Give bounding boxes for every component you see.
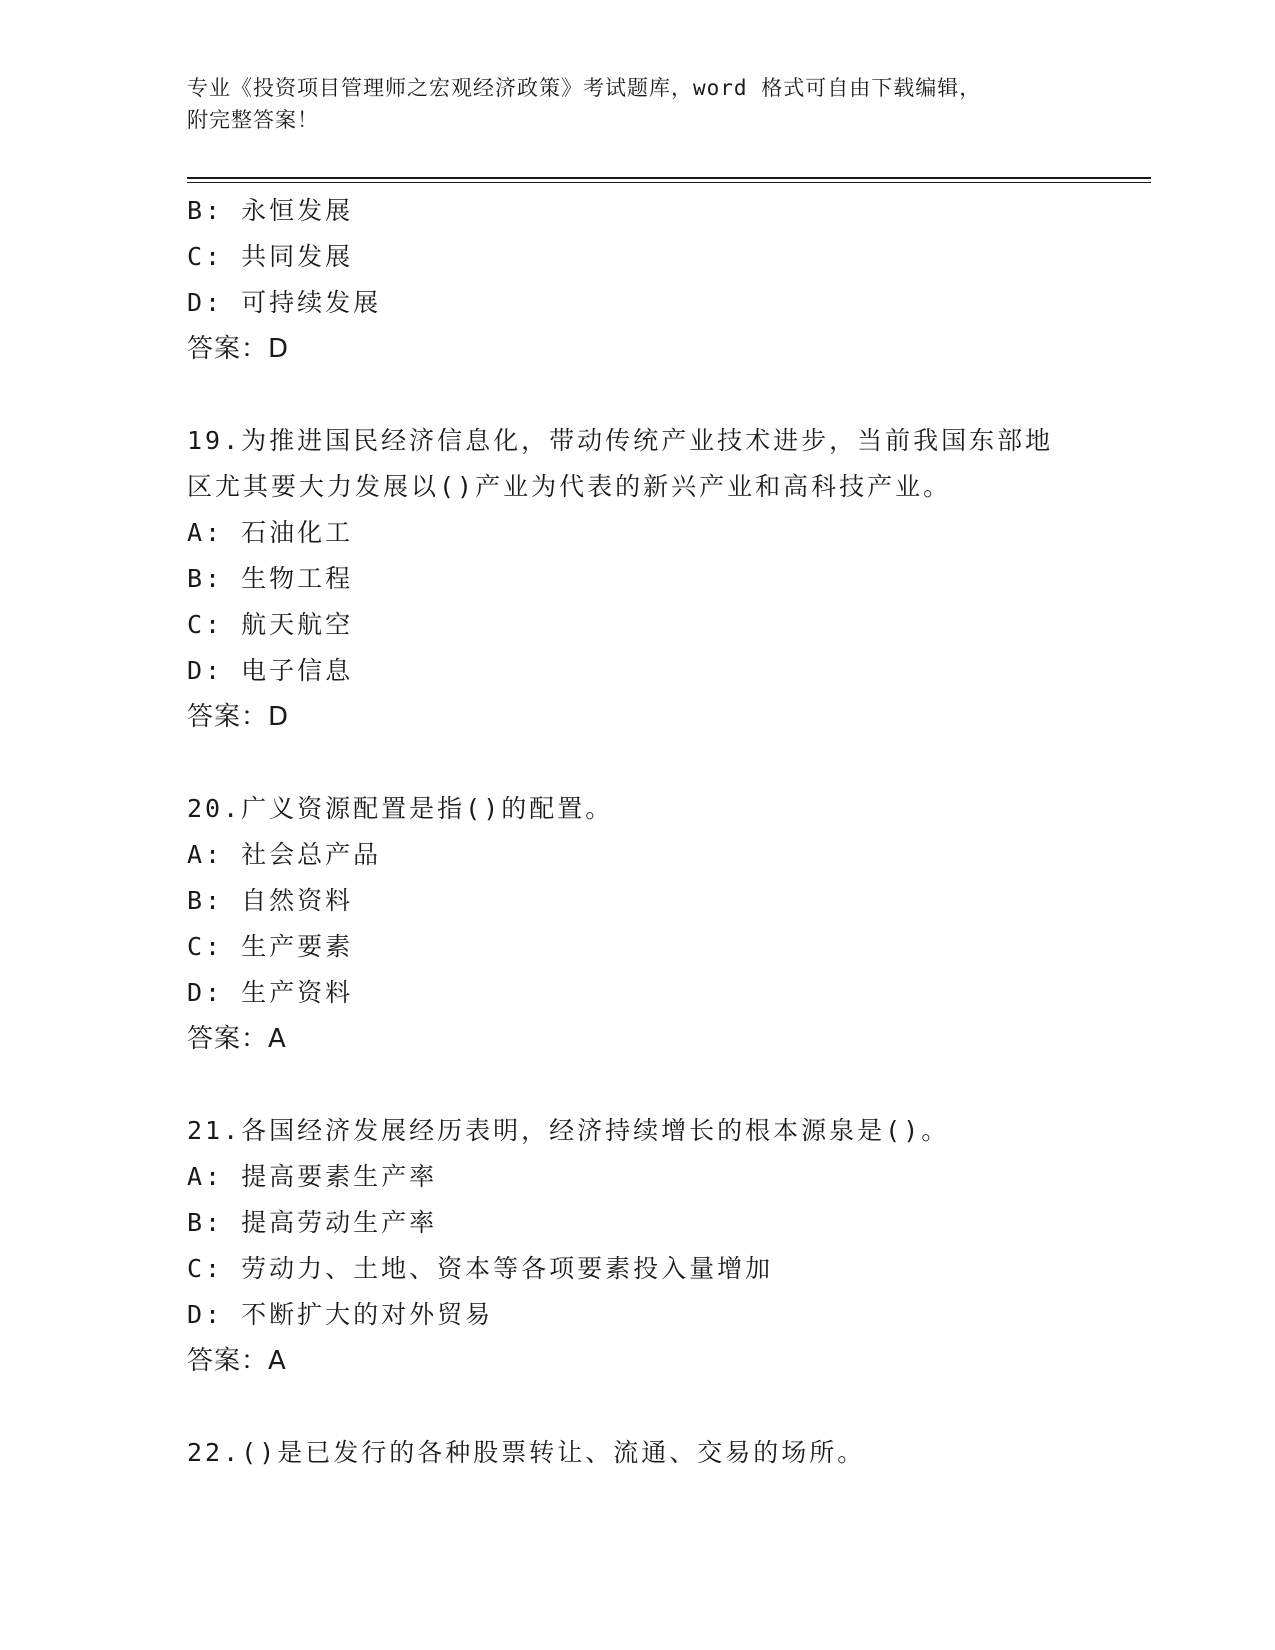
option-d: D: 生产资料 bbox=[187, 978, 354, 1007]
option-b: B: 自然资料 bbox=[187, 886, 354, 915]
header-divider-thick bbox=[187, 177, 1151, 179]
option-d: D: 可持续发展 bbox=[187, 288, 382, 317]
option-c: C: 航天航空 bbox=[187, 610, 354, 639]
option-c: C: 劳动力、土地、资本等各项要素投入量增加 bbox=[187, 1254, 774, 1283]
question-22 bbox=[187, 1430, 1087, 1476]
option-c: C: 共同发展 bbox=[187, 242, 354, 271]
spacer bbox=[187, 372, 1087, 418]
header-divider-thin bbox=[187, 182, 1151, 183]
question-list bbox=[187, 188, 1087, 1476]
question-21 bbox=[187, 1108, 1087, 1384]
question-19 bbox=[187, 418, 1087, 740]
header-line-2: 附完整答案！ bbox=[187, 108, 319, 132]
answer: 答案：A bbox=[187, 1024, 287, 1054]
question-stem-line-1: 19.为推进国民经济信息化，带动传统产业技术进步，当前我国东部地 bbox=[187, 426, 1054, 455]
question-stem-line-2: 区尤其要大力发展以()产业为代表的新兴产业和高科技产业。 bbox=[187, 472, 952, 501]
spacer bbox=[187, 1384, 1087, 1430]
question-stem: 21.各国经济发展经历表明，经济持续增长的根本源泉是()。 bbox=[187, 1116, 950, 1145]
option-b: B: 提高劳动生产率 bbox=[187, 1208, 438, 1237]
question-20 bbox=[187, 786, 1087, 1062]
option-a: A: 提高要素生产率 bbox=[187, 1162, 438, 1191]
document-header bbox=[187, 72, 1087, 136]
option-b: B: 永恒发展 bbox=[187, 196, 354, 225]
spacer bbox=[187, 740, 1087, 786]
option-c: C: 生产要素 bbox=[187, 932, 354, 961]
answer: 答案：D bbox=[187, 334, 290, 364]
option-d: D: 电子信息 bbox=[187, 656, 354, 685]
answer: 答案：A bbox=[187, 1346, 287, 1376]
question-stem: 22.()是已发行的各种股票转让、流通、交易的场所。 bbox=[187, 1438, 866, 1467]
option-d: D: 不断扩大的对外贸易 bbox=[187, 1300, 494, 1329]
question-18 bbox=[187, 188, 1087, 372]
header-line-1: 专业《投资项目管理师之宏观经济政策》考试题库，word 格式可自由下载编辑， bbox=[187, 76, 982, 100]
answer: 答案：D bbox=[187, 702, 290, 732]
option-b: B: 生物工程 bbox=[187, 564, 354, 593]
option-a: A: 社会总产品 bbox=[187, 840, 382, 869]
spacer bbox=[187, 1062, 1087, 1108]
option-a: A: 石油化工 bbox=[187, 518, 354, 547]
question-stem: 20.广义资源配置是指()的配置。 bbox=[187, 794, 614, 823]
